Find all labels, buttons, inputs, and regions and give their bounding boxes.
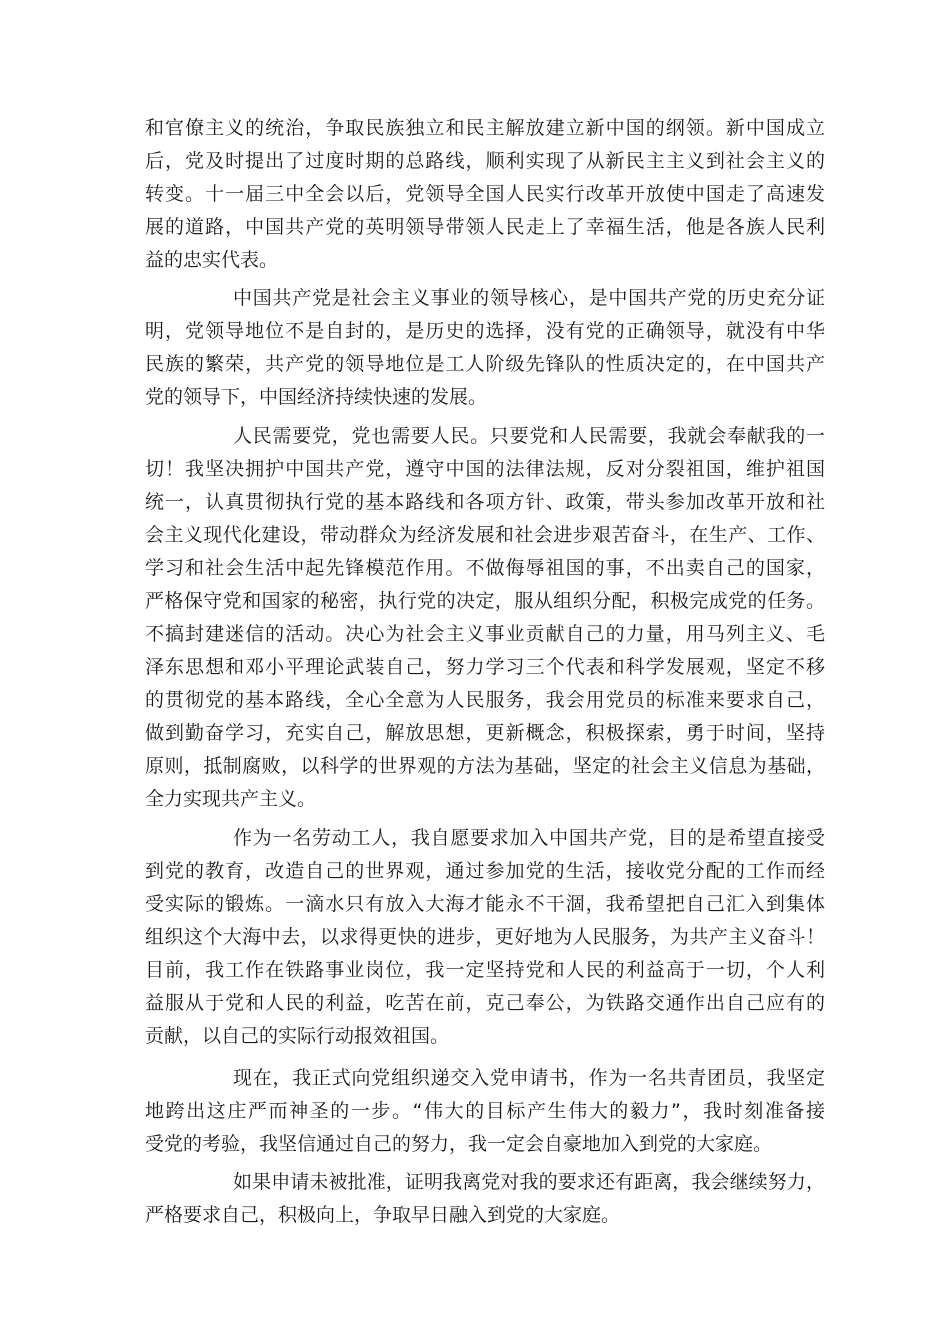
paragraph-line: 地跨出这庄严而神圣的一步。“伟大的目标产生伟大的毅力”，我时刻准备接 (145, 1100, 825, 1122)
paragraph-line: 益服从于党和人民的利益，吃苦在前，克己奉公，为铁路交通作出自己应有的 (145, 992, 825, 1014)
paragraph-line: 严格要求自己，积极向上，争取早日融入到党的大家庭。 (145, 1204, 621, 1226)
paragraph-line: 泽东思想和邓小平理论武装自己，努力学习三个代表和科学发展观，坚定不移 (145, 656, 825, 678)
paragraph-line: 如果申请未被批准，证明我离党对我的要求还有距离，我会继续努力， (233, 1171, 825, 1193)
paragraph-line: 目前，我工作在铁路事业岗位，我一定坚持党和人民的利益高于一切，个人利 (145, 959, 825, 981)
paragraph-line: 全力实现共产主义。 (145, 788, 317, 810)
paragraph-line: 民族的繁荣，共产党的领导地位是工人阶级先锋队的性质决定的，在中国共产 (145, 353, 825, 375)
paragraph-6 (145, 1166, 825, 1232)
paragraph-line: 到党的教育，改造自己的世界观，通过参加党的生活，接收党分配的工作而经 (145, 860, 825, 882)
paragraph-line: 益的忠实代表。 (145, 249, 279, 271)
paragraph-line: 组织这个大海中去，以求得更快的进步，更好地为人民服务，为共产主义奋斗！ (145, 926, 825, 948)
paragraph-line: 中国共产党是社会主义事业的领导核心，是中国共产党的历史充分证 (233, 287, 825, 309)
paragraph-line: 会主义现代化建设，带动群众为经济发展和社会进步艰苦奋斗，在生产、工作、 (145, 524, 825, 546)
paragraph-line: 切！我坚决拥护中国共产党，遵守中国的法律法规，反对分裂祖国，维护祖国 (145, 458, 825, 480)
paragraph-line: 原则，抵制腐败，以科学的世界观的方法为基础，坚定的社会主义信息为基础， (145, 755, 825, 777)
paragraph-3 (145, 420, 825, 816)
paragraph-line: 党的领导下，中国经济持续快速的发展。 (145, 386, 488, 408)
paragraph-line: 现在，我正式向党组织递交入党申请书，作为一名共青团员，我坚定 (233, 1067, 825, 1089)
paragraph-line: 人民需要党，党也需要人民。只要党和人民需要，我就会奉献我的一 (233, 425, 825, 447)
paragraph-line: 学习和社会生活中起先锋模范作用。不做侮辱祖国的事，不出卖自己的国家， (145, 557, 825, 579)
paragraph-2 (145, 282, 825, 414)
paragraph-line: 明，党领导地位不是自封的，是历史的选择，没有党的正确领导，就没有中华 (145, 320, 825, 342)
paragraph-1 (145, 112, 825, 277)
paragraph-line: 严格保守党和国家的秘密，执行党的决定，服从组织分配，积极完成党的任务。 (145, 590, 825, 612)
paragraph-line: 展的道路，中国共产党的英明领导带领人民走上了幸福生活，他是各族人民利 (145, 216, 825, 238)
paragraph-line: 做到勤奋学习，充实自己，解放思想，更新概念，积极探索，勇于时间，坚持 (145, 722, 825, 744)
paragraph-line: 受党的考验，我坚信通过自己的努力，我一定会自豪地加入到党的大家庭。 (145, 1133, 773, 1155)
paragraph-line: 的贯彻党的基本路线，全心全意为人民服务，我会用党员的标准来要求自己， (145, 689, 825, 711)
paragraph-line: 不搞封建迷信的活动。决心为社会主义事业贡献自己的力量，用马列主义、毛 (145, 623, 825, 645)
paragraph-line: 后，党及时提出了过度时期的总路线，顺利实现了从新民主主义到社会主义的 (145, 150, 825, 172)
paragraph-line: 受实际的锻炼。一滴水只有放入大海才能永不干涸，我希望把自己汇入到集体 (145, 893, 825, 915)
paragraph-line: 统一，认真贯彻执行党的基本路线和各项方针、政策，带头参加改革开放和社 (145, 491, 825, 513)
paragraph-line: 贡献，以自己的实际行动报效祖国。 (145, 1025, 450, 1047)
paragraph-4 (145, 822, 825, 1053)
paragraph-line: 转变。十一届三中全会以后，党领导全国人民实行改革开放使中国走了高速发 (145, 183, 825, 205)
paragraph-line: 作为一名劳动工人，我自愿要求加入中国共产党，目的是希望直接受 (233, 827, 825, 849)
paragraph-line: 和官僚主义的统治，争取民族独立和民主解放建立新中国的纲领。新中国成立 (145, 117, 825, 139)
paragraph-5 (145, 1062, 825, 1161)
